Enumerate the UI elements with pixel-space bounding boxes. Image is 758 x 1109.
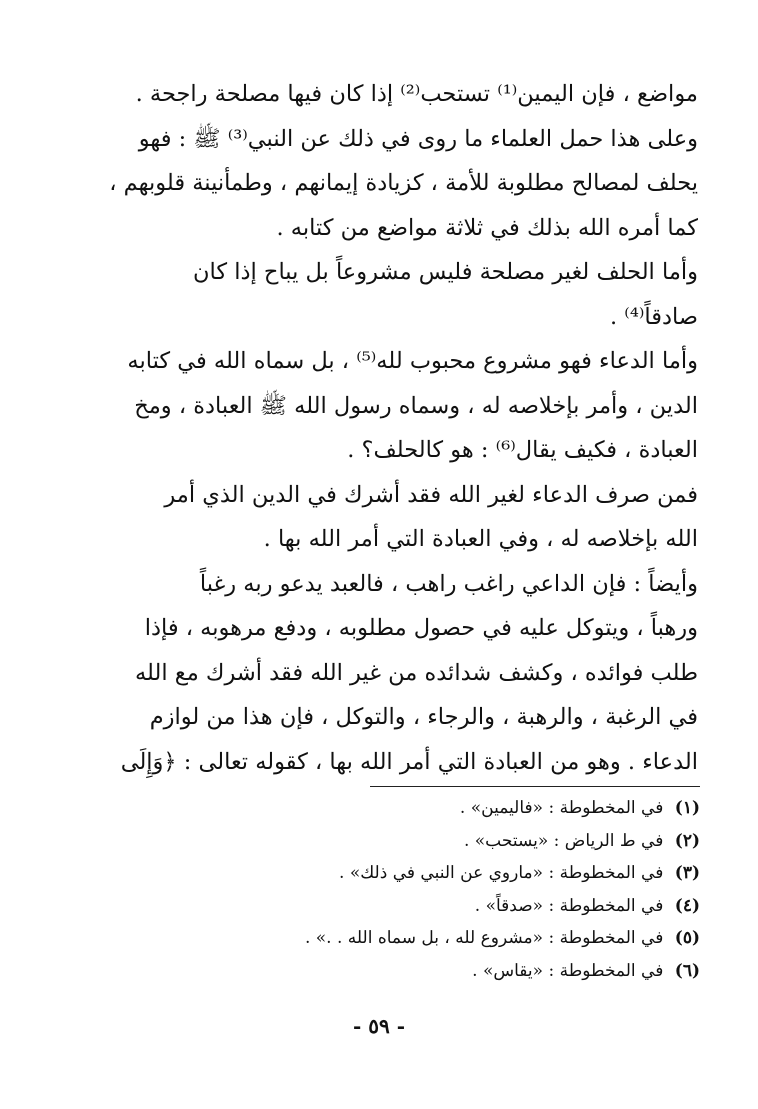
paragraph-5	[58, 473, 698, 562]
footnote-number: (٢)	[674, 830, 700, 851]
text-line: كما أمره الله بذلك في ثلاثة مواضع من كتابه .	[276, 214, 698, 241]
footnote-item	[140, 890, 700, 923]
footnote-item	[140, 922, 700, 955]
paragraph-4	[58, 339, 698, 473]
footnote-number: (٦)	[674, 960, 700, 981]
footnote-divider	[370, 786, 700, 787]
text-line: وأيضاً : فإن الداعي راغب راهب ، فالعبد يدعو ربه رغباً	[199, 570, 698, 597]
footnote-number: (٥)	[674, 928, 700, 949]
text-line: طلب فوائده ، وكشف شدائده من غير الله فقد أشرك مع الله	[134, 659, 698, 686]
footnote-text: في ط الرياض : «يستحب» .	[463, 830, 664, 851]
text-line: ورهباً ، ويتوكل عليه في حصول مطلوبه ، ودفع مرهوبه ، فإذا	[144, 615, 698, 641]
text-line: في الرغبة ، والرهبة ، والرجاء ، والتوكل ، فإن هذا من لوازم	[149, 704, 698, 730]
paragraph-2	[58, 117, 698, 251]
footnote-text: في المخطوطة : «مشروع لله ، بل سماه الله . .» .	[304, 928, 664, 949]
footnote-item	[140, 955, 700, 988]
footnote-text: في المخطوطة : «فاليمين» .	[459, 798, 664, 818]
footnote-text: في المخطوطة : «صدقاً» .	[474, 895, 664, 916]
page-number: - ٥٩ -	[352, 1014, 405, 1038]
text-line: صادقاً⁽⁴⁾ .	[610, 303, 698, 330]
text-line: العبادة ، فكيف يقال⁽⁶⁾ : هو كالحلف؟ .	[347, 437, 698, 463]
paragraph-6	[58, 562, 698, 785]
text-line: وأما الحلف لغير مصلحة فليس مشروعاً بل يباح إذا كان	[193, 259, 698, 285]
paragraph-1	[58, 72, 698, 117]
text-line: فمن صرف الدعاء لغير الله فقد أشرك في الدين الذي أمر	[164, 481, 698, 508]
footnote-item	[140, 825, 700, 858]
text-line: وعلى هذا حمل العلماء ما روى في ذلك عن النبي⁽³⁾ ﷺ : فهو	[138, 125, 698, 152]
footnote-item	[140, 857, 700, 890]
text-line: وأما الدعاء فهو مشروع محبوب لله⁽⁵⁾ ، بل سماه الله في كتابه	[127, 348, 698, 374]
text-line: الله بإخلاصه له ، وفي العبادة التي أمر الله بها .	[263, 526, 698, 552]
footnote-number: (٣)	[674, 863, 700, 884]
text-line: يحلف لمصالح مطلوبة للأمة ، كزيادة إيمانهم ، وطمأنينة قلوبهم ،	[109, 170, 698, 196]
text-line: الدين ، وأمر بإخلاصه له ، وسماه رسول الله ﷺ العبادة ، ومخ	[134, 392, 698, 419]
footnotes-list	[140, 792, 700, 988]
footnote-number: (١)	[674, 798, 700, 818]
footnote-item	[140, 792, 700, 825]
text-line: الدعاء . وهو من العبادة التي أمر الله بها ، كقوله تعالى : ﴿وَإِلَى	[120, 748, 698, 775]
main-text	[58, 72, 698, 784]
footnote-number: (٤)	[674, 895, 700, 916]
footnote-text: في المخطوطة : «يقاس» .	[472, 960, 664, 981]
text-line: مواضع ، فإن اليمين⁽¹⁾ تستحب⁽²⁾ إذا كان فيها مصلحة راجحة .	[135, 81, 698, 107]
paragraph-3	[58, 250, 698, 339]
footnote-text: في المخطوطة : «ماروي عن النبي في ذلك» .	[339, 863, 664, 884]
